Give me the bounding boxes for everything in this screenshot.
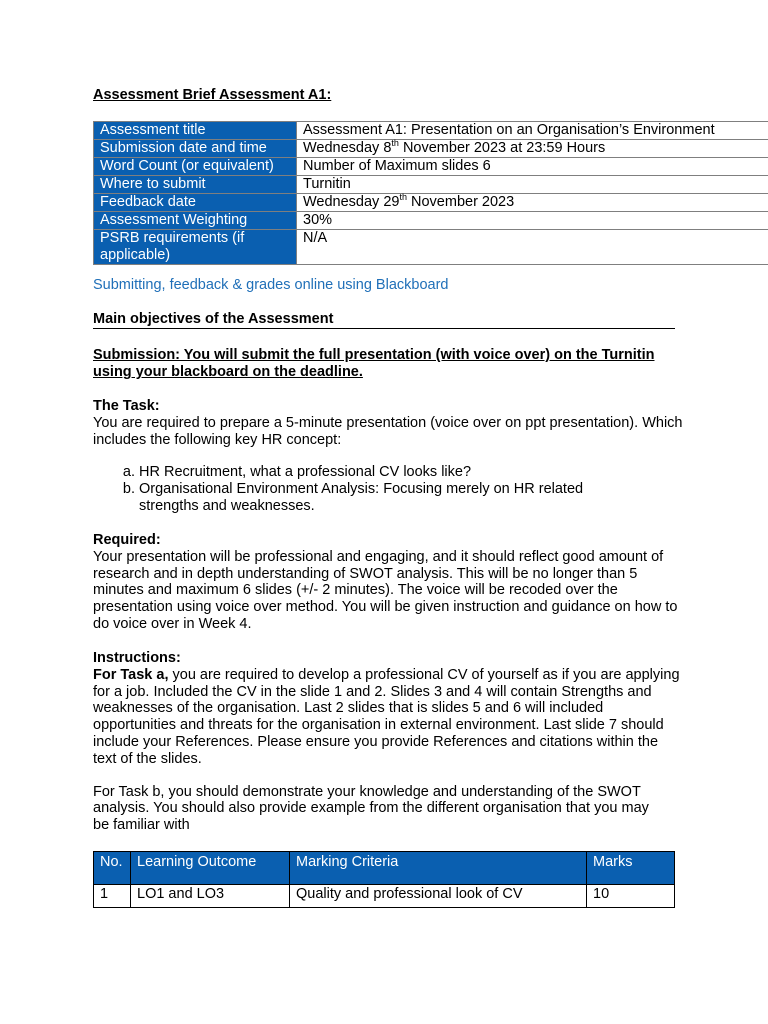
instructions-heading: Instructions:: [93, 650, 181, 666]
info-value: [297, 140, 768, 158]
marking-table: [93, 851, 675, 908]
table-row: [94, 140, 768, 158]
table-row: [94, 194, 768, 212]
table-row: [94, 212, 768, 230]
task-b-paragraph: For Task b, you should demonstrate your knowledge and understanding of the SWOT analysis. You should also provide example from the different organisation that you may be familiar with: [93, 783, 649, 834]
info-value: N/A: [297, 230, 768, 265]
info-value: Number of Maximum slides 6: [297, 158, 768, 176]
required-text: Your presentation will be professional and engaging, and it should reflect good amount of research and in depth understanding of SWOT analysis. This will be no longer than 5 minutes and maximum 6 slides (+/- 2 minutes). The voice will be recoded over the presentation using voice over method. You will be given instruction and guidance on how to do voice over in Week 4.: [93, 548, 678, 632]
info-label: Submission date and time: [94, 140, 297, 158]
table-header-row: [94, 852, 675, 885]
value-text: Wednesday 8: [303, 140, 392, 156]
info-value: Assessment A1: Presentation on an Organisation’s Environment: [297, 122, 768, 140]
table-cell: LO1 and LO3: [131, 885, 290, 908]
info-value: [297, 194, 768, 212]
info-label: Assessment title: [94, 122, 297, 140]
table-row: [94, 122, 768, 140]
table-cell: 1: [94, 885, 131, 908]
table-row: [94, 230, 768, 265]
column-header: No.: [94, 852, 131, 885]
info-label: PSRB requirements (if applicable): [94, 230, 297, 265]
column-header: Learning Outcome: [131, 852, 290, 885]
info-value: Turnitin: [297, 176, 768, 194]
required-section: [93, 532, 683, 633]
ordinal-suffix: th: [399, 192, 407, 203]
task-list: [93, 464, 683, 514]
task-a-text: you are required to develop a professional CV of yourself as if you are applying for a job. Included the CV in the slide 1 and 2. Slides 3 and 4 will contain Strengths and weaknesses of the organisation. Last 2 slides that is slides 5 and 6 will included opportunities and threats for the organisation in external environment. Last slide 7 should include your References. Please ensure you provide References and citations within the text of the slides.: [93, 666, 680, 767]
table-row: [94, 885, 675, 908]
info-label: Where to submit: [94, 176, 297, 194]
required-heading: Required:: [93, 532, 161, 548]
column-header: Marks: [587, 852, 675, 885]
assessment-info-table: [93, 121, 768, 265]
task-a-label: For Task a,: [93, 666, 169, 683]
table-row: [94, 176, 768, 194]
table-row: [94, 158, 768, 176]
list-item: a. HR Recruitment, what a professional CV looks like?: [139, 464, 683, 481]
value-text: November 2023: [406, 194, 515, 210]
info-value: 30%: [297, 212, 768, 230]
ordinal-suffix: th: [391, 138, 399, 149]
info-label: Word Count (or equivalent): [94, 158, 297, 176]
info-label: Feedback date: [94, 194, 297, 212]
list-item: b. Organisational Environment Analysis: Focusing merely on HR related strengths and weaknesses.: [139, 481, 683, 515]
info-label: Assessment Weighting: [94, 212, 297, 230]
instructions-section: [93, 650, 683, 834]
blackboard-link[interactable]: Submitting, feedback & grades online using Blackboard: [93, 277, 449, 293]
column-header: Marking Criteria: [290, 852, 587, 885]
main-objectives-heading: Main objectives of the Assessment: [93, 311, 675, 329]
page-heading: Assessment Brief Assessment A1:: [93, 87, 332, 103]
submission-note: Submission: You will submit the full presentation (with voice over) on the Turnitin using your blackboard on the deadline.: [93, 347, 655, 380]
task-heading: The Task:: [93, 398, 160, 414]
table-cell: Quality and professional look of CV: [290, 885, 587, 908]
table-cell: 10: [587, 885, 675, 908]
task-text: You are required to prepare a 5-minute presentation (voice over on ppt presentation). Which includes the following key HR concept:: [93, 414, 683, 448]
task-section: [93, 398, 683, 515]
value-text: Wednesday 29: [303, 194, 400, 210]
value-text: November 2023 at 23:59 Hours: [398, 140, 606, 156]
task-a-paragraph: [93, 667, 683, 768]
